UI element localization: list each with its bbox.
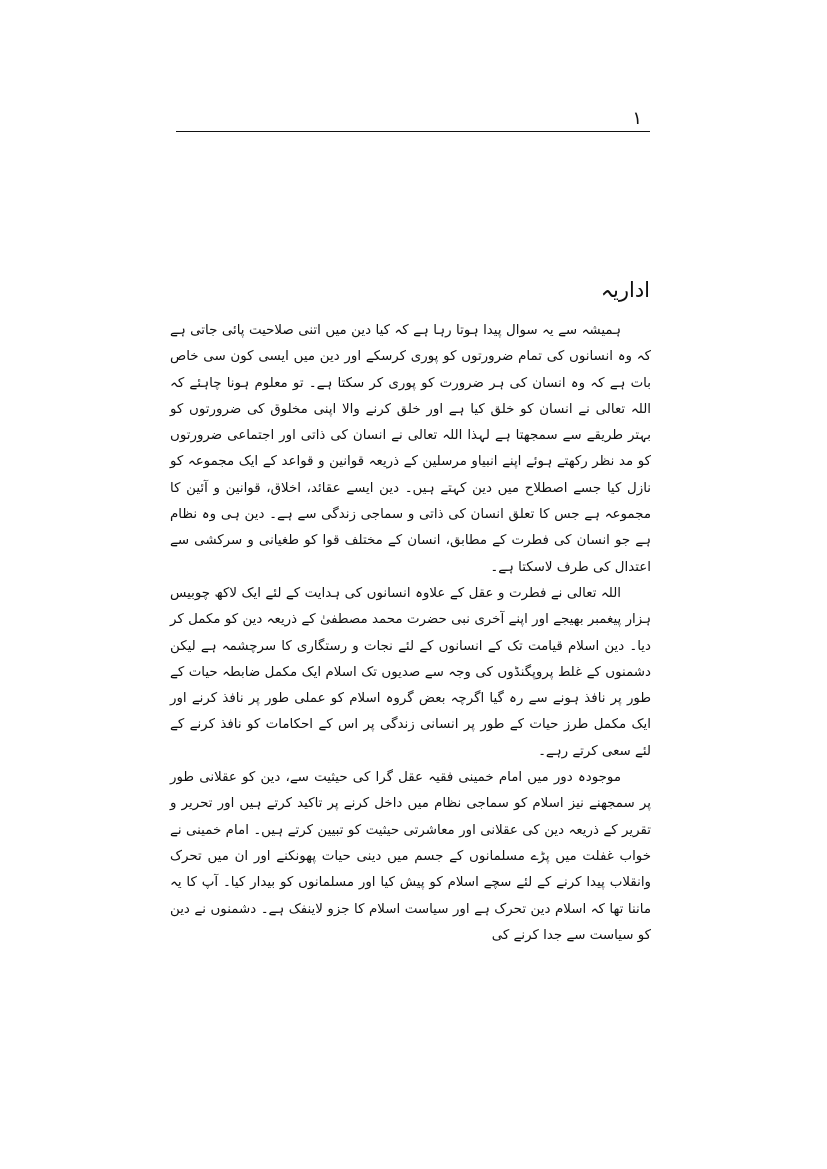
paragraph-3: موجودہ دور میں امام خمینی فقیہ عقل گرا کی حیثیت سے، دین کو عقلانی طور پر سمجھنے نیز اسلام کو سماجی نظام میں داخل کرنے پر تاکید کرتے ہیں اور تحریر و تقریر کے ذریعہ دین کی عقلانی اور معاشرتی حیثیت کو تبیین کرتے ہیں۔ امام خمینی نے خواب غفلت میں پڑے مسلمانوں کے جسم میں دینی حیات پھونکنے اور ان میں تحرک وانقلاب پیدا کرنے کے لئے سچے اسلام کو پیش کیا اور مسلمانوں کو بیدار کیا۔ آپ کا یہ ماننا تھا کہ اسلام دین تحرک ہے اور سیاست اسلام کا جزو لاینفک ہے۔ دشمنوں نے دین کو سیاست سے جدا کرنے کی bbox=[170, 770, 651, 943]
body-text bbox=[170, 318, 651, 949]
page-title: اداریہ bbox=[600, 278, 650, 302]
header-rule bbox=[176, 131, 650, 132]
page-number: ۱ bbox=[632, 108, 642, 129]
paragraph-2: اللہ تعالی نے فطرت و عقل کے علاوہ انسانوں کی ہدایت کے لئے ایک لاکھ چوبیس ہزار پیغمبر بھیجے اور اپنے آخری نبی حضرت محمد مصطفیٰ کے ذریعہ دین کو مکمل کر دیا۔ دین اسلام قیامت تک کے انسانوں کے لئے نجات و رستگاری کا سرچشمہ ہے لیکن دشمنوں کے غلط پروپگنڈوں کی وجہ سے صدیوں تک اسلام ایک مکمل ضابطہ حیات کے طور پر نافذ ہونے سے رہ گیا اگرچہ بعض گروہ اسلام کو عملی طور پر نافذ کرنے اور ایک مکمل طرز حیات کے طور پر انسانی زندگی پر اس کے احکامات کو نافذ کرنے کے لئے سعی کرتے رہے۔ bbox=[170, 585, 651, 759]
paragraph-1: ہمیشہ سے یہ سوال پیدا ہوتا رہا ہے کہ کیا دین میں اتنی صلاحیت پائی جاتی ہے کہ وہ انسانوں کی تمام ضرورتوں کو پوری کرسکے اور دین میں ایسی کون سی خاص بات ہے کہ وہ انسان کی ہر ضرورت کو پوری کر سکتا ہے۔ تو معلوم ہونا چاہئے کہ اللہ تعالی نے انسان کو خلق کیا ہے اور خلق کرنے والا اپنی مخلوق کی ضرورتوں کو بہتر طریقے سے سمجھتا ہے لہذا اللہ تعالی نے انسان کی ذاتی اور اجتماعی ضرورتوں کو مد نظر رکھتے ہوئے اپنے انبیاو مرسلین کے ذریعہ قوانین و قواعد کے ایک مجموعہ کو نازل کیا جسے اصطلاح میں دین کہتے ہیں۔ دین ایسے عقائد، اخلاق، قوانین و آئین کا مجموعہ ہے جس کا تعلق انسان کی ذاتی و سماجی زندگی سے ہے۔ دین ہی وہ نظام ہے جو انسان کی فطرت کے مطابق، انسان کے مختلف قوا کو طغیانی و سرکشی سے اعتدال کی طرف لاسکتا ہے۔ bbox=[170, 323, 651, 575]
